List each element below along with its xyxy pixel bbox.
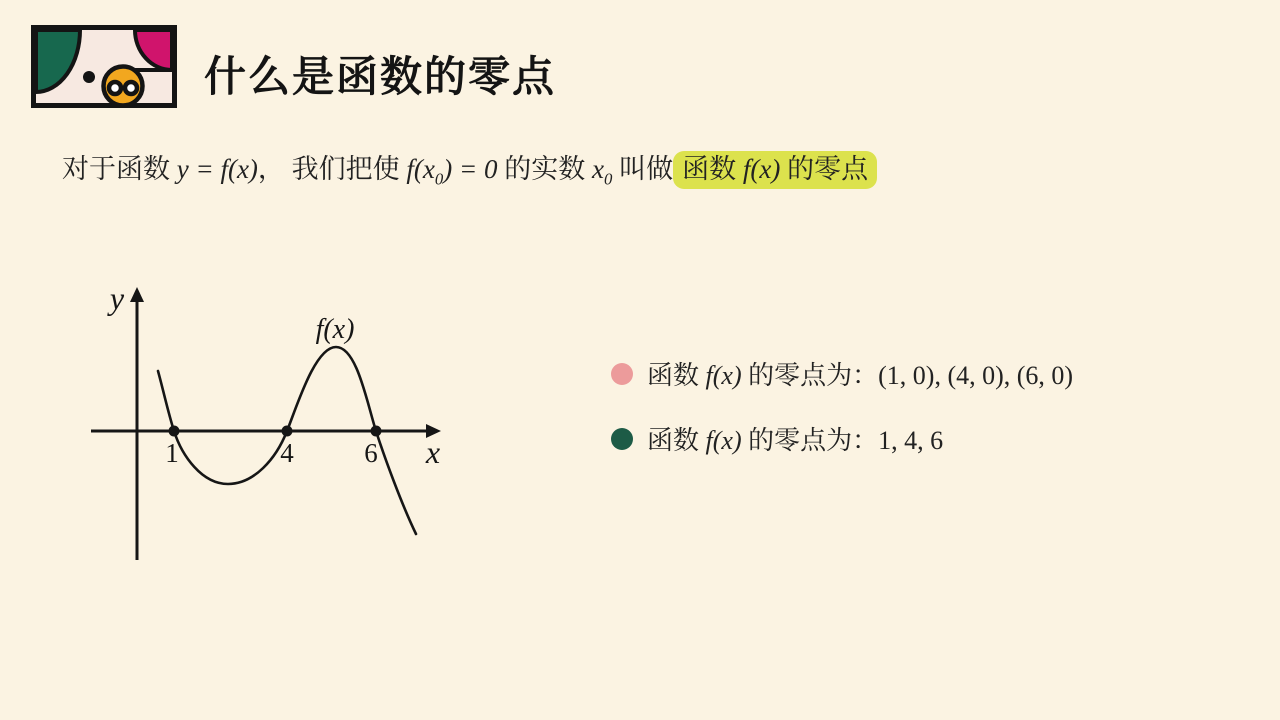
math-fx0-equals-0 [406,154,498,189]
bullet-2-text [647,420,943,457]
bullet-zero-as-numbers [611,420,943,457]
math-x0 [592,154,613,189]
bullet-2-value: 1, 4, 6 [878,426,944,455]
math-fx0-open: f(x [406,154,435,184]
green-bullet-dot [611,428,633,450]
bullet-2-math: f(x) [705,426,742,455]
tick-label-4: 4 [280,438,294,468]
logo-nostril-left [109,82,121,94]
logo-nostril-right [125,82,137,94]
bullet-zero-as-coordinates [611,355,1073,392]
highlight-cn2: 的零点 [780,154,869,184]
bullet-2-cn1: 函数 [647,426,706,455]
definition-text [62,149,877,199]
y-axis-arrow [130,287,144,302]
highlight-math: f(x) [742,154,781,184]
definition-part3: 的实数 [497,154,592,184]
bullet-1-value: (1, 0), (4, 0), (6, 0) [878,361,1074,390]
zero-point-6 [371,426,382,437]
bullet-1-text [647,355,1073,392]
y-axis-label: y [109,280,125,316]
brand-logo-graphic [31,25,177,108]
math-fx0-subscript: 0 [434,169,444,189]
bullet-1-math: f(x) [705,361,742,390]
zero-point-1 [169,426,180,437]
tick-label-6: 6 [364,438,378,468]
function-graph [70,265,490,575]
math-x-subscript: 0 [603,169,613,189]
highlight-cn1: 函数 [682,154,743,184]
logo-eye-dot [83,71,95,83]
page-title: 什么是函数的零点 [204,55,557,101]
definition-part1: 对于函数 [62,154,177,184]
bullet-2-cn2: 的零点为： [741,426,879,455]
brand-logo [31,25,177,108]
definition-part2: ， 我们把使 [257,154,407,184]
math-y-equals-fx: y = f(x) [176,154,258,184]
bullet-1-cn1: 函数 [647,361,706,390]
pink-bullet-dot [611,363,633,385]
bullet-1-cn2: 的零点为： [741,361,879,390]
tick-label-1: 1 [165,438,179,468]
math-fx0-close: ) = 0 [443,154,498,184]
zero-point-4 [282,426,293,437]
curve-label: f(x) [315,314,355,345]
math-x: x [592,154,604,184]
definition-part4: 叫做 [612,154,674,184]
x-axis-label: x [425,434,441,470]
highlighted-term [673,151,877,189]
